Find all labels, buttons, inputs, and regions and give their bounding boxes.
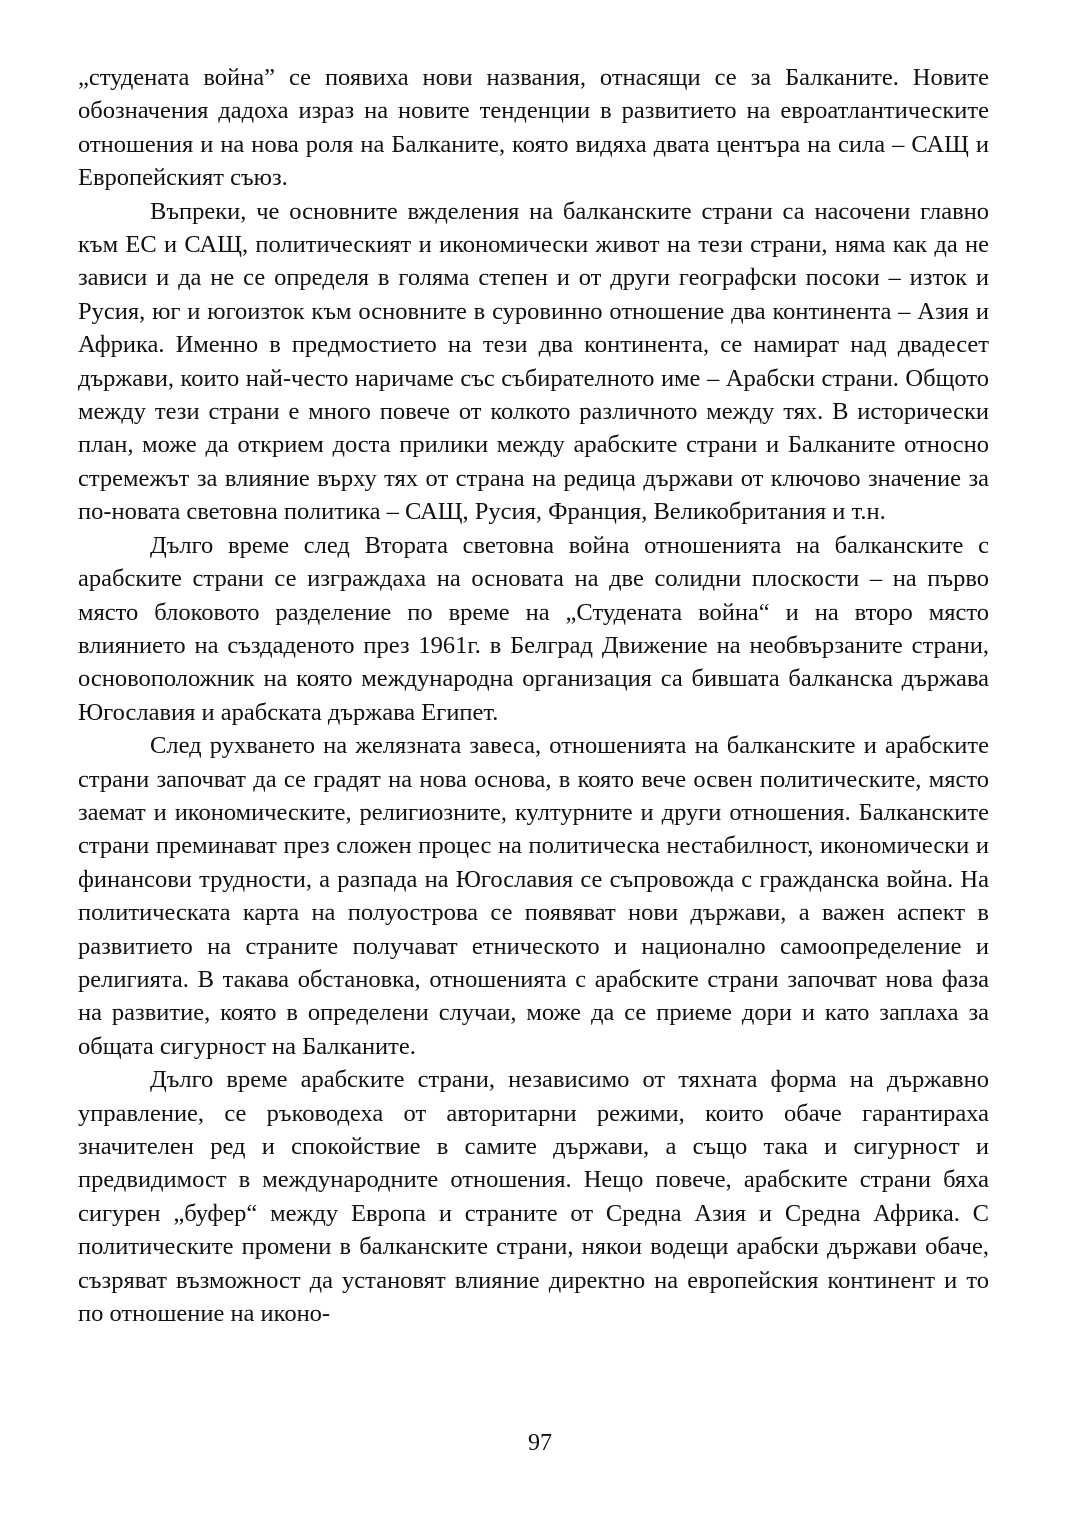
page-number: 97 [528,1430,552,1456]
paragraph-5: Дълго време арабските страни, независимо от тяхната форма на държавно управление, се ръководеха от авторитарни режими, които обаче гарантираха значителен ред и спокойствие в самите държави, а също така и сигурност и предвидимост в международните отношения. Нещо повече, арабските страни бяха сигурен „буфер“ между Европа и страните от Средна Азия и Средна Африка. С политическите промени в балканските страни, някои водещи арабски държави обаче, съзряват възможност да установят влияние директно на европейския континент и то по отношение на иконо- [78,1066,989,1328]
paragraph-2: Въпреки, че основните вжделения на балканските страни са насочени главно към ЕС и САЩ, политическият и икономически живот на тези страни, няма как да не зависи и да не се определя в голяма степен и от други географски посоки – изток и Русия, юг и югоизток към основните в суровинно отношение два континента – Азия и Африка. Именно в предмостието на тези два континента, се намират над двадесет държави, които най-често наричаме със събирателното име – Арабски страни. Общото между тези страни е много повече от колкото различното между тях. В исторически план, може да открием доста прилики между арабските страни и Балканите относно стремежът за влияние върху тях от страна на редица държави от ключово значение за по-новата световна политика – САЩ, Русия, Франция, Великобритания и т.н. [78,197,989,526]
paragraph-3: Дълго време след Втората световна война отношенията на балканските с арабските страни се изграждаха на основата на две солидни плоскости – на първо място блоковото разделение по време на „Студената война“ и на второ място влиянието на създаденото през 1961г. в Белград Движение на необвързаните страни, основоположник на която международна организация са бившата балканска държава Югославия и арабската държава Египет. [78,531,989,726]
paragraph-1: „студената война” се появиха нови названия, отнасящи се за Балканите. Новите обозначения дадоха израз на новите тенденции в развитието на евроатлантическите отношения и на нова роля на Балканите, която видяха двата центъра на сила – САЩ и Европейският съюз. [78,64,989,192]
body-text [78,61,989,1330]
paragraph-4: След рухването на желязната завеса, отношенията на балканските и арабските страни започват да се градят на нова основа, в която вече освен политическите, място заемат и икономическите, религиозните, културните и други отношения. Балканските страни преминават през сложен процес на политическа нестабилност, икономически и финансови трудности, а разпада на Югославия се съпровожда с гражданска война. На политическата карта на полуострова се появяват нови държави, а важен аспект в развитието на страните получават етническото и национално самоопределение и религията. В такава обстановка, отношенията с арабските страни започват нова фаза на развитие, която в определени случаи, може да се приеме дори и като заплаха за общата сигурност на Балканите. [78,732,989,1060]
